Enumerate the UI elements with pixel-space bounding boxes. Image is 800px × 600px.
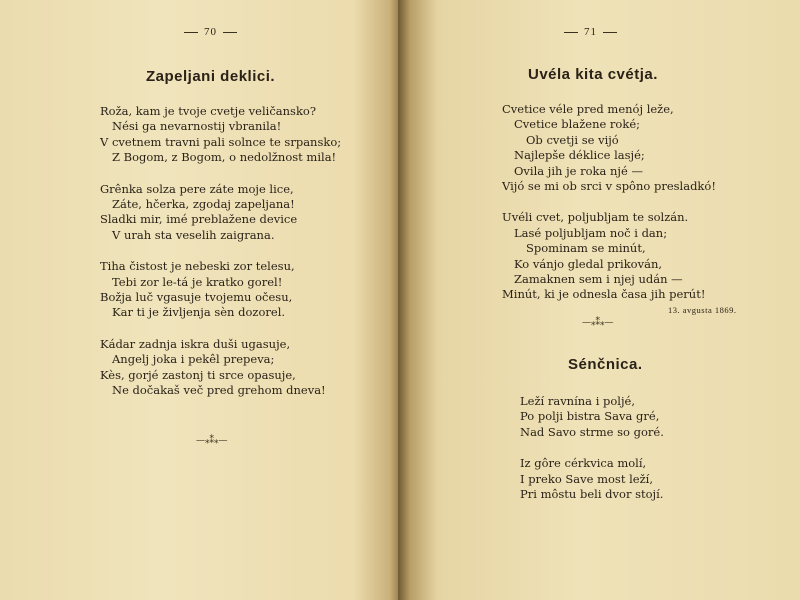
stanza [100,182,341,244]
verse-line: Uvéli cvet, poljubljam te solzán. [502,210,689,225]
right-poem1-title: Uvéla kita cvétja. [528,66,658,83]
right-page-number: 71 [584,26,597,38]
verse-line: Leží ravnína i poljé, [520,394,636,408]
stanza [520,456,664,502]
verse-line: Z Bogom, z Bogom, o nedolžnost mila! [112,150,337,165]
verse-line: Spominam se minút, [526,241,646,256]
dash [564,32,578,33]
verse-line: Angelj joka i pekêl prepeva; [112,352,275,367]
poem-date: 13. avgusta 1869. [668,305,737,315]
verse-line: Tiha čistost je nebeski zor telesu, [100,259,295,274]
right-page [398,0,800,600]
verse-line: Pri môstu beli dvor stojí. [520,487,664,502]
verse-line: Lasé poljubljam noč i dan; [514,225,668,240]
left-poem-title: Zapeljani deklici. [146,68,276,85]
verse-line: Ob cvetji se vijó [526,132,619,147]
verse-line: Zamaknen sem i njej udán — [514,272,683,287]
verse-line: Grênka solza pere záte moje lice, [100,181,294,196]
stanza [502,102,716,194]
verse-line: Božja luč vgasuje tvojemu očesu, [100,290,293,305]
right-page-number-line [558,26,623,38]
stanza [502,210,716,302]
verse-line: Kar ti je življenja sèn dozorel. [112,305,286,320]
dash [223,32,237,33]
right-poem2-title: Sénčnica. [568,356,643,373]
right-poem1-body [502,102,716,318]
verse-line: Minút, ki je odnesla časa jih perút! [502,287,706,302]
verse-line: Po polji bistra Sava gré, [520,409,660,424]
left-page-number: 70 [204,26,217,38]
dash [184,32,198,33]
verse-line: Tebi zor le-tá je kratko gorel! [112,274,283,289]
verse-line: Cvetice véle pred menój leže, [502,102,674,116]
stanza [100,337,341,399]
right-poem2-body [520,394,664,517]
verse-line: Iz gôre cérkvica molí, [520,456,647,471]
verse-line: Roža, kam je tvoje cvetje veličansko? [100,104,317,118]
verse-line: Ovila jih je roka njé — [514,163,643,178]
dash [603,32,617,33]
verse-line: Vijó se mi ob srci v spôno presladkó! [502,179,716,194]
verse-line: Nési ga nevarnostij vbranila! [112,119,282,134]
verse-line: V cvetnem travni pali solnce te srpansko; [100,134,342,149]
verse-line: V urah sta veselih zaigrana. [112,227,275,242]
stanza [100,104,341,166]
verse-line: Kádar zadnja iskra duši ugasuje, [100,336,291,351]
verse-line: Cvetice blažene roké; [514,117,641,132]
ornament-divider: —⁎⁑⁎— [582,318,614,328]
ornament-divider: —⁎⁑⁎— [196,436,228,446]
stanza [520,394,664,440]
verse-line: Záte, hčerka, zgodaj zapeljana! [112,197,295,212]
verse-line: Najlepše déklice lasjé; [514,148,645,163]
verse-line: Sladki mir, imé preblažene device [100,212,298,227]
verse-line: Kès, gorjé zastonj ti srce opasuje, [100,367,296,382]
left-poem-body [100,104,341,414]
verse-line: I preko Save most leží, [520,471,653,486]
left-page-number-line [178,26,243,38]
verse-line: Ko vánjo gledal prikován, [514,256,663,271]
verse-line: Nad Savo strme so goré. [520,424,664,439]
verse-line: Ne dočakaš več pred grehom dneva! [112,383,326,398]
stanza [100,259,341,321]
